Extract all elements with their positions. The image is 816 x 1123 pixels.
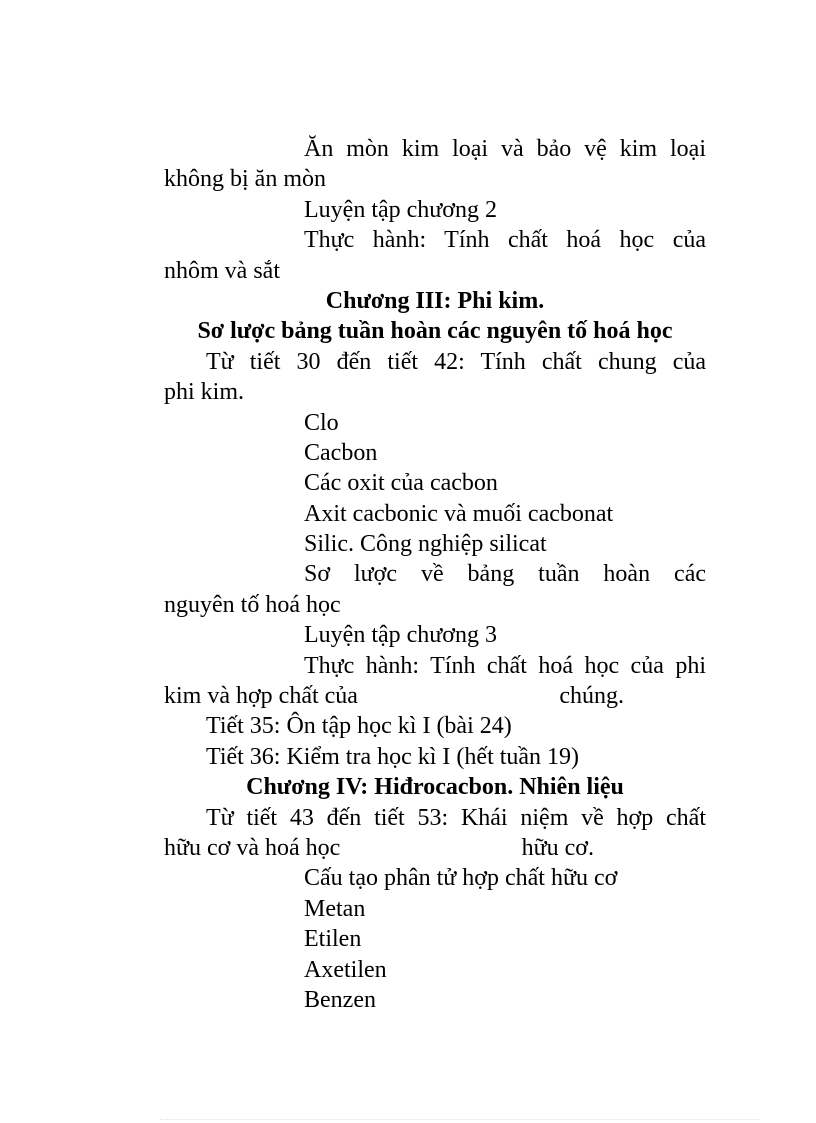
page-bottom-divider — [160, 1119, 760, 1120]
text-line: Thực hành: Tính chất hoá học của phi — [304, 652, 706, 679]
text-line: không bị ăn mòn — [164, 166, 326, 193]
text-line: Thực hành: Tính chất hoá học của — [304, 227, 706, 254]
text-line: phi kim. — [164, 379, 245, 406]
text-line-left: hữu cơ và hoá học — [164, 834, 341, 861]
text-line: Metan — [304, 895, 366, 922]
text-line: Ăn mòn kim loại và bảo vệ kim loại — [304, 136, 706, 162]
text-line: Silic. Công nghiệp silicat — [304, 531, 547, 558]
text-line — [164, 681, 706, 711]
text-line: Tiết 35: Ôn tập học kì I (bài 24) — [206, 713, 512, 740]
text-line: Tiết 36: Kiểm tra học kì I (hết tuần 19) — [206, 743, 580, 770]
text-line: Từ tiết 30 đến tiết 42: Tính chất chung của — [206, 348, 706, 375]
text-line: Từ tiết 43 đến tiết 53: Khái niệm về hợp chất — [206, 804, 706, 831]
text-line: Luyện tập chương 2 — [304, 196, 497, 223]
text-line-right: hữu cơ. — [521, 834, 594, 861]
chapter-subheading: Sơ lược bảng tuần hoàn các nguyên tố hoá học — [197, 318, 673, 345]
text-line: Cấu tạo phân tử hợp chất hữu cơ — [304, 865, 618, 892]
chapter-heading: Chương IV: Hiđrocacbon. Nhiên liệu — [246, 774, 624, 801]
text-line: Luyện tập chương 3 — [304, 622, 497, 649]
text-line: Cacbon — [304, 439, 378, 466]
text-line: Các oxit của cacbon — [304, 470, 498, 497]
text-line: Clo — [304, 409, 339, 436]
text-line: Axetilen — [304, 956, 387, 983]
text-line-right: chúng. — [559, 683, 624, 710]
text-line: nhôm và sắt — [164, 257, 280, 284]
document-body — [164, 134, 706, 1015]
text-line: nguyên tố hoá học — [164, 591, 341, 618]
text-line — [164, 833, 706, 863]
text-line: Benzen — [304, 986, 376, 1013]
chapter-heading: Chương III: Phi kim. — [325, 287, 545, 314]
text-line-left: kim và hợp chất của — [164, 683, 358, 710]
text-line: Sơ lược về bảng tuần hoàn các — [304, 561, 706, 588]
text-line: Axit cacbonic và muối cacbonat — [304, 500, 614, 527]
text-line: Etilen — [304, 926, 362, 953]
